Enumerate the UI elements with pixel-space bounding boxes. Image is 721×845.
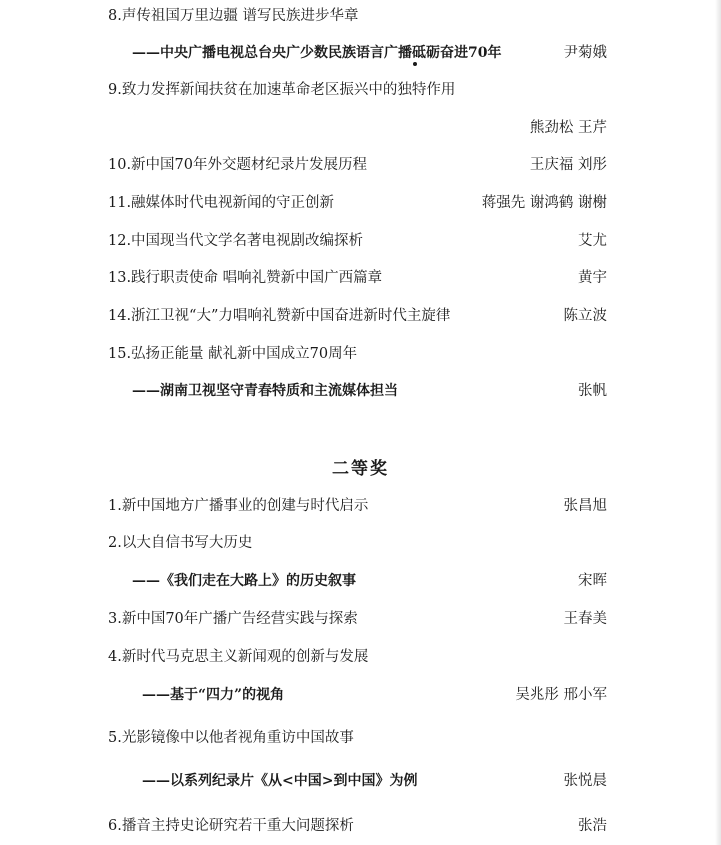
section-heading: 二等奖	[332, 459, 389, 479]
item-title: 3.新中国70年广播广告经营实践与探索	[108, 611, 358, 627]
list-item	[0, 769, 721, 793]
item-author: 宋晖	[578, 573, 607, 589]
item-author: 张昌旭	[563, 498, 607, 514]
item-author: 陈立波	[563, 308, 607, 324]
page-edge-shadow	[715, 0, 721, 845]
list-item	[0, 4, 721, 28]
list-item	[0, 814, 721, 838]
item-title: 1.新中国地方广播事业的创建与时代启示	[108, 498, 369, 514]
list-item	[0, 266, 721, 290]
list-item	[0, 607, 721, 631]
list-item	[0, 304, 721, 328]
item-author: 张浩	[578, 818, 607, 834]
item-author: 张悦晨	[563, 773, 607, 789]
list-item	[0, 191, 721, 215]
item-author: 艾尤	[578, 233, 607, 249]
list-item	[0, 153, 721, 177]
item-title: 12.中国现当代文学名著电视剧改编探析	[108, 233, 364, 249]
list-item	[0, 342, 721, 366]
item-author: 尹菊娥	[563, 45, 607, 61]
item-title: 15.弘扬正能量 献礼新中国成立70周年	[108, 346, 358, 362]
list-item	[0, 116, 721, 140]
list-item	[0, 645, 721, 669]
item-title: 2.以大自信书写大历史	[108, 535, 253, 551]
item-subtitle: ——基于“四力”的视角	[142, 687, 285, 703]
item-author: 黄宇	[578, 270, 607, 286]
item-title: 6.播音主持史论研究若干重大问题探析	[108, 818, 354, 834]
list-item	[0, 569, 721, 593]
item-title: 11.融媒体时代电视新闻的守正创新	[108, 195, 335, 211]
list-item	[0, 531, 721, 555]
list-item	[0, 41, 721, 65]
item-title: 14.浙江卫视“大”力唱响礼赞新中国奋进新时代主旋律	[108, 308, 451, 324]
item-title: 13.践行职责使命 唱响礼赞新中国广西篇章	[108, 270, 383, 286]
item-title: 4.新时代马克思主义新闻观的创新与发展	[108, 649, 369, 665]
item-author: 吴兆彤 邢小军	[515, 687, 607, 703]
item-title: 5.光影镜像中以他者视角重访中国故事	[108, 730, 354, 746]
list-item	[0, 379, 721, 403]
item-title: 10.新中国70年外交题材纪录片发展历程	[108, 157, 368, 173]
item-title: 9.致力发挥新闻扶贫在加速革命老区振兴中的独特作用	[108, 82, 456, 98]
item-author: 熊劲松 王芹	[529, 120, 607, 136]
list-item	[0, 494, 721, 518]
item-author: 王春美	[563, 611, 607, 627]
item-subtitle: ——《我们走在大路上》的历史叙事	[132, 573, 356, 589]
item-subtitle: ——中央广播电视总台央广少数民族语言广播砥砺奋进70年	[132, 45, 502, 61]
list-item	[0, 683, 721, 707]
stray-dot-mark	[413, 62, 417, 66]
item-title: 8.声传祖国万里边疆 谱写民族进步华章	[108, 8, 359, 24]
list-item	[0, 78, 721, 102]
item-author: 王庆福 刘彤	[529, 157, 607, 173]
list-item	[0, 726, 721, 750]
item-subtitle: ——以系列纪录片《从<中国>到中国》为例	[142, 773, 418, 789]
item-author: 蒋强先 谢鸿鹤 谢榭	[481, 195, 607, 211]
item-subtitle: ——湖南卫视坚守青春特质和主流媒体担当	[132, 383, 398, 399]
item-author: 张帆	[578, 383, 607, 399]
list-item	[0, 229, 721, 253]
